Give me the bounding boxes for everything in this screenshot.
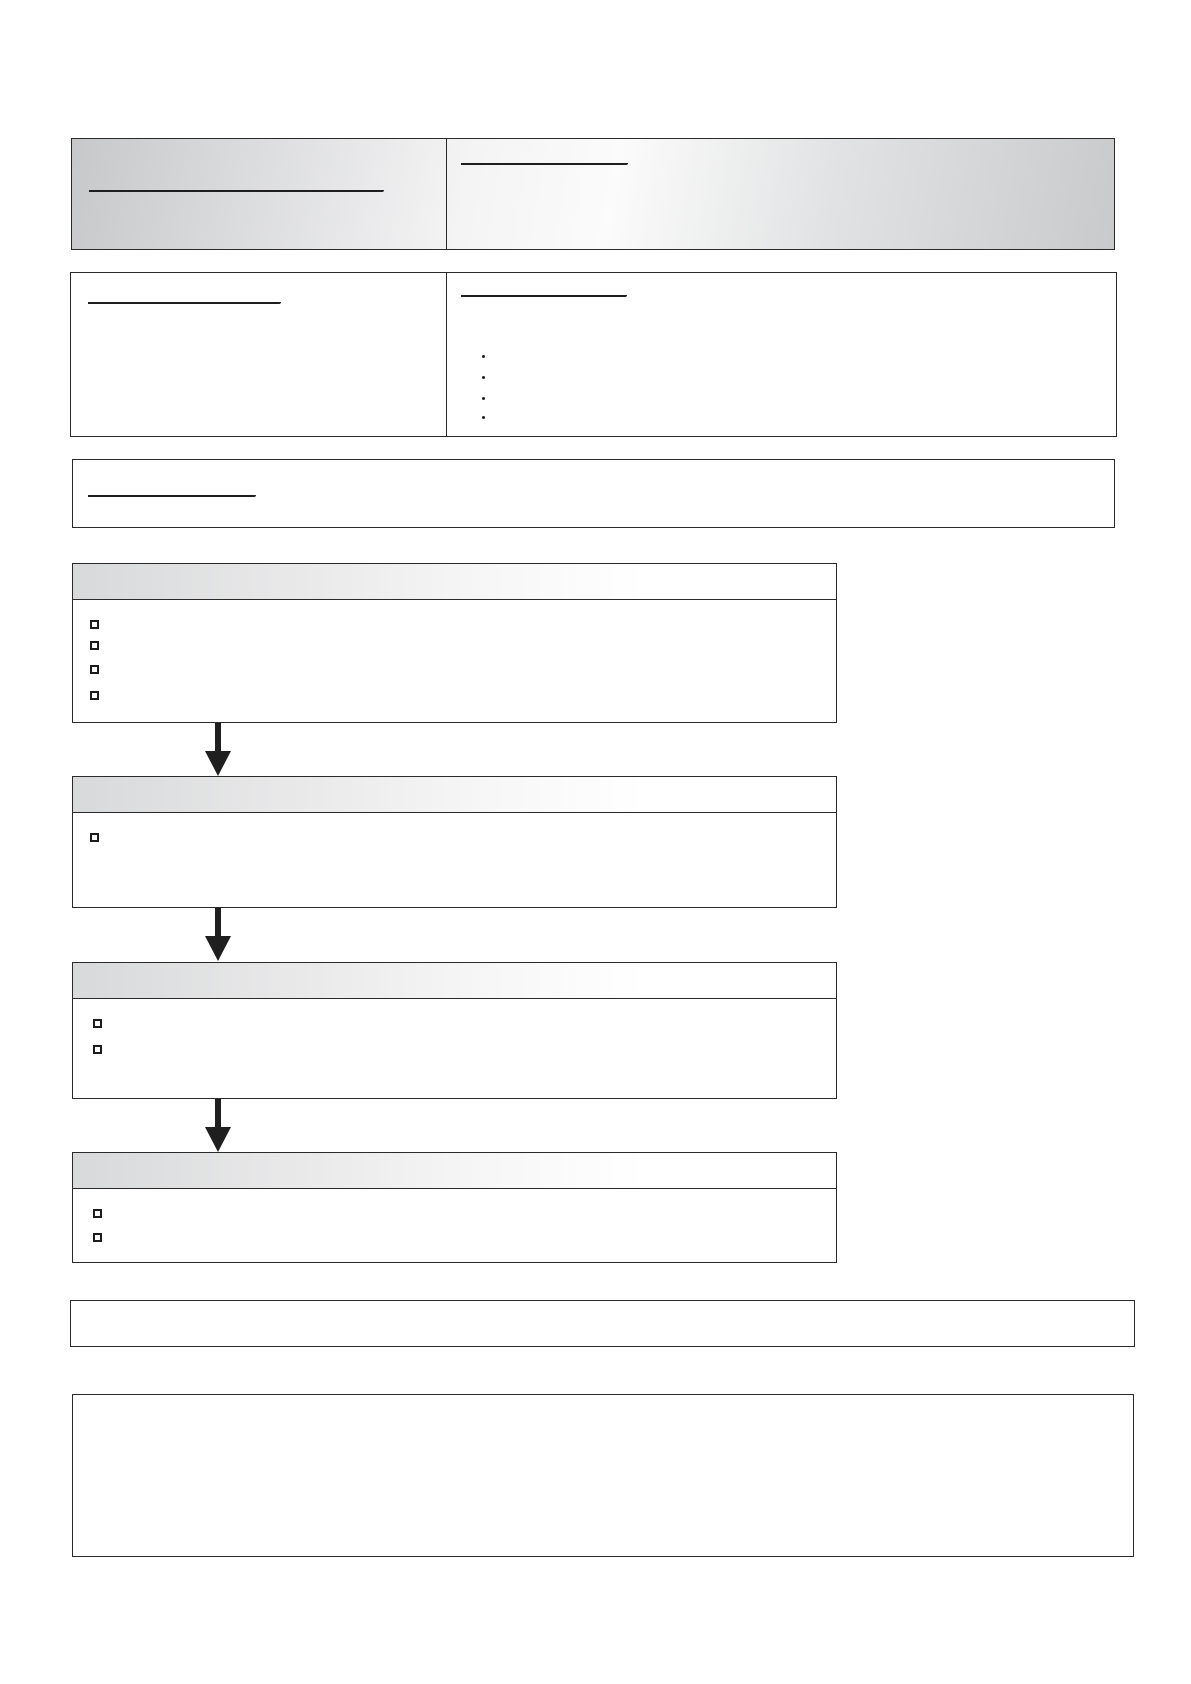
- checkbox-icon[interactable]: [90, 691, 99, 700]
- top-panel: [71, 138, 1115, 250]
- bullet-dot-icon: [482, 355, 485, 358]
- note-panel: [72, 459, 1115, 528]
- down-arrow-icon: [203, 1099, 233, 1152]
- step-box: [72, 1152, 837, 1263]
- step-header: [73, 963, 836, 999]
- info-panel-divider: [446, 273, 447, 436]
- top-left-heading: [89, 190, 384, 192]
- info-panel: [70, 272, 1117, 437]
- info-left-heading: [88, 302, 281, 304]
- bullet-dot-icon: [482, 376, 485, 379]
- checkbox-icon[interactable]: [90, 833, 99, 842]
- down-arrow-icon: [203, 908, 233, 961]
- footer-box: [72, 1394, 1134, 1557]
- top-panel-divider: [446, 139, 447, 249]
- checkbox-icon[interactable]: [93, 1209, 102, 1218]
- note-heading: [88, 495, 256, 497]
- step-box: [72, 563, 837, 723]
- checkbox-icon[interactable]: [90, 620, 99, 629]
- bullet-dot-icon: [482, 397, 485, 400]
- checkbox-icon[interactable]: [93, 1019, 102, 1028]
- checkbox-icon[interactable]: [90, 665, 99, 674]
- info-right-heading: [461, 295, 627, 297]
- step-header: [73, 777, 836, 813]
- step-header: [73, 564, 836, 600]
- bullet-dot-icon: [482, 416, 485, 419]
- checkbox-icon[interactable]: [93, 1045, 102, 1054]
- summary-bar: [70, 1300, 1135, 1347]
- down-arrow-icon: [203, 723, 233, 776]
- step-box: [72, 962, 837, 1099]
- step-header: [73, 1153, 836, 1189]
- top-right-heading: [461, 163, 628, 165]
- checkbox-icon[interactable]: [93, 1233, 102, 1242]
- checkbox-icon[interactable]: [90, 641, 99, 650]
- step-box: [72, 776, 837, 908]
